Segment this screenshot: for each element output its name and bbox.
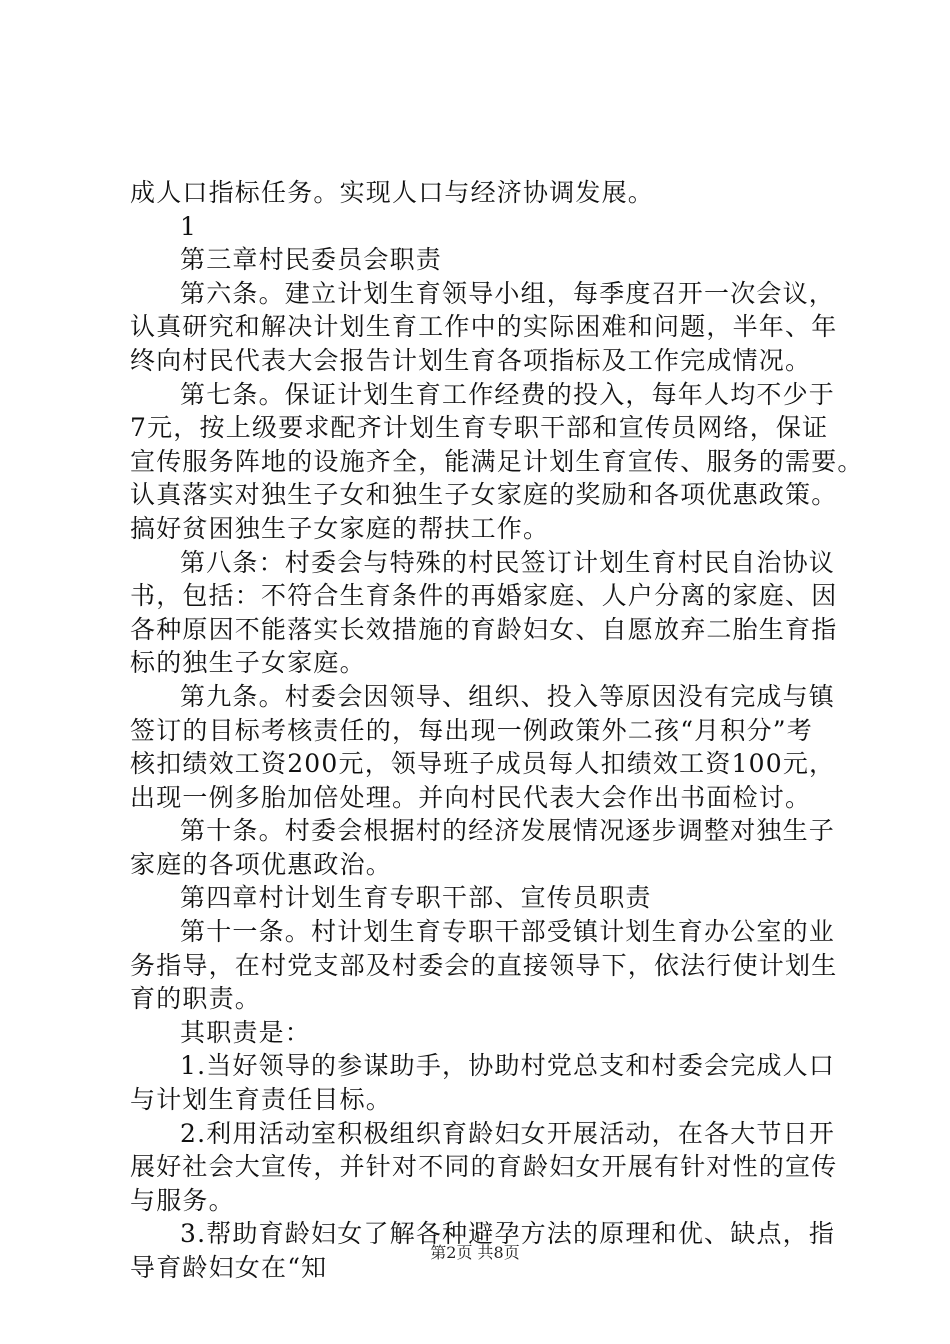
text-line: 第九条。村委会因领导、组织、投入等原因没有完成与镇 bbox=[180, 681, 836, 711]
text-line: 搞好贫困独生子女家庭的帮扶工作。 bbox=[130, 513, 550, 543]
page-footer: 第2页 共8页 bbox=[430, 1243, 520, 1262]
chapter-heading: 第四章村计划生育专职干部、宣传员职责 bbox=[180, 883, 652, 913]
text-line: 认真研究和解决计划生育工作中的实际困难和问题，半年、年 bbox=[130, 312, 838, 342]
text-line: 家庭的各项优惠政治。 bbox=[130, 849, 393, 879]
list-item: 3.帮助育龄妇女了解各种避孕方法的原理和优、缺点，指 bbox=[180, 1219, 836, 1249]
text-line: 标的独生子女家庭。 bbox=[130, 648, 366, 678]
list-item: 2.利用活动室积极组织育龄妇女开展活动，在各大节日开 bbox=[180, 1118, 836, 1148]
text-line: 第十一条。村计划生育专职干部受镇计划生育办公室的业 bbox=[180, 917, 836, 947]
text-line: 认真落实对独生子女和独生子女家庭的奖励和各项优惠政策。 bbox=[130, 480, 838, 510]
text-line: 第六条。建立计划生育领导小组，每季度召开一次会议， bbox=[180, 278, 836, 308]
text-line: 务指导，在村党支部及村委会的直接领导下，依法行使计划生 bbox=[130, 950, 838, 980]
list-item: 1.当好领导的参谋助手，协助村党总支和村委会完成人口 bbox=[180, 1051, 836, 1081]
text-line: 书，包括：不符合生育条件的再婚家庭、人户分离的家庭、因 bbox=[130, 581, 838, 611]
text-line: 出现一例多胎加倍处理。并向村民代表大会作出书面检讨。 bbox=[130, 782, 812, 812]
text-line: 各种原因不能落实长效措施的育龄妇女、自愿放弃二胎生育指 bbox=[130, 614, 838, 644]
chapter-heading: 第三章村民委员会职责 bbox=[180, 245, 443, 275]
text-line: 宣传服务阵地的设施齐全，能满足计划生育宣传、服务的需要。 bbox=[130, 446, 864, 476]
page-number-marker: 1 bbox=[180, 211, 198, 241]
text-line: 与服务。 bbox=[130, 1185, 235, 1215]
text-line: 第八条：村委会与特殊的村民签订计划生育村民自治协议 bbox=[180, 547, 836, 577]
text-line: 第十条。村委会根据村的经济发展情况逐步调整对独生子 bbox=[180, 816, 836, 846]
text-line: 核扣绩效工资200元，领导班子成员每人扣绩效工资100元， bbox=[130, 749, 836, 779]
text-line: 7元，按上级要求配齐计划生育专职干部和宣传员网络，保证 bbox=[130, 413, 829, 443]
text-line: 育的职责。 bbox=[130, 984, 262, 1014]
text-line: 签订的目标考核责任的，每出现一例政策外二孩“月积分”考 bbox=[130, 715, 813, 745]
text-line: 其职责是： bbox=[180, 1017, 312, 1047]
text-line: 与计划生育责任目标。 bbox=[130, 1085, 393, 1115]
document-body bbox=[130, 176, 864, 1285]
text-line: 展好社会大宣传，并针对不同的育龄妇女开展有针对性的宣传 bbox=[130, 1152, 838, 1182]
text-line: 导育龄妇女在“知 bbox=[130, 1253, 328, 1282]
text-line: 第七条。保证计划生育工作经费的投入，每年人均不少于 bbox=[180, 379, 836, 409]
text-line: 终向村民代表大会报告计划生育各项指标及工作完成情况。 bbox=[130, 345, 812, 375]
text-line: 成人口指标任务。实现人口与经济协调发展。 bbox=[130, 178, 655, 207]
